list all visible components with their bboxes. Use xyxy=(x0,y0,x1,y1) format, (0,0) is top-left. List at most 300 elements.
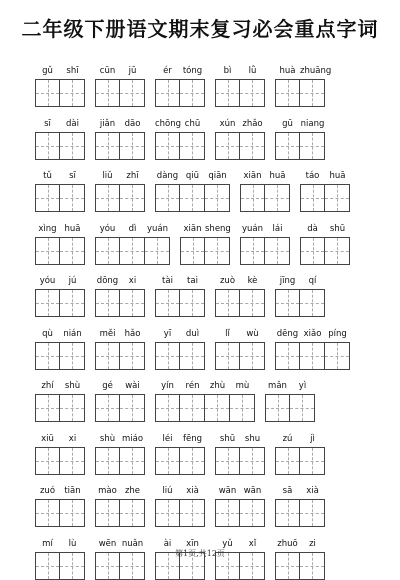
pinyin-syllable: mù xyxy=(235,381,250,391)
tianzige-box[interactable] xyxy=(240,79,265,107)
writing-boxes xyxy=(95,394,145,422)
pinyin-syllable: wài xyxy=(125,381,140,391)
word-item xyxy=(155,430,205,475)
tianzige-box[interactable] xyxy=(180,289,205,317)
word-item xyxy=(215,62,265,107)
writing-boxes xyxy=(95,237,170,265)
tianzige-box[interactable] xyxy=(60,79,85,107)
pinyin-syllable: shī xyxy=(66,66,79,76)
word-item xyxy=(155,115,205,160)
pinyin-line xyxy=(275,272,325,286)
tianzige-box[interactable] xyxy=(240,342,265,370)
pinyin-line xyxy=(35,377,85,391)
pinyin-syllable: xiū xyxy=(41,433,54,444)
pinyin-syllable: zi xyxy=(309,538,316,549)
pinyin-line xyxy=(95,62,145,76)
pinyin-syllable: xiǎo xyxy=(303,328,322,339)
pinyin-syllable: qiū xyxy=(185,171,200,181)
pinyin-syllable: sī xyxy=(69,171,76,181)
writing-boxes xyxy=(240,237,290,265)
pinyin-line xyxy=(265,377,315,391)
pinyin-syllable: zhī xyxy=(126,171,139,181)
writing-boxes xyxy=(300,184,350,212)
pinyin-line xyxy=(275,62,332,76)
pinyin-line xyxy=(300,167,350,181)
tianzige-box[interactable] xyxy=(180,237,205,265)
tianzige-box[interactable] xyxy=(155,342,180,370)
pinyin-syllable: liú xyxy=(162,486,173,496)
tianzige-box[interactable] xyxy=(120,499,145,527)
pinyin-syllable: mí xyxy=(42,538,53,549)
pinyin-syllable: wù xyxy=(246,328,259,339)
pinyin-syllable: yóu xyxy=(39,276,56,286)
tianzige-box[interactable] xyxy=(215,447,240,475)
tianzige-box[interactable] xyxy=(275,132,300,160)
writing-boxes xyxy=(95,132,145,160)
word-item xyxy=(155,482,205,527)
tianzige-box[interactable] xyxy=(95,394,120,422)
tianzige-box[interactable] xyxy=(120,447,145,475)
word-item xyxy=(215,430,265,475)
writing-boxes xyxy=(275,447,325,475)
tianzige-box[interactable] xyxy=(120,132,145,160)
tianzige-box[interactable] xyxy=(230,394,255,422)
tianzige-box[interactable] xyxy=(95,342,120,370)
pinyin-syllable: nuǎn xyxy=(121,538,144,549)
tianzige-box[interactable] xyxy=(95,184,120,212)
pinyin-syllable: zhuāng xyxy=(300,66,332,76)
pinyin-line xyxy=(95,325,145,339)
word-item xyxy=(215,482,265,527)
pinyin-syllable: shù xyxy=(64,381,81,391)
pinyin-line xyxy=(240,167,290,181)
pinyin-line xyxy=(275,325,350,339)
pinyin-syllable: niang xyxy=(300,118,325,129)
pinyin-line xyxy=(35,535,85,549)
pinyin-line xyxy=(215,115,265,129)
pinyin-syllable: cūn xyxy=(99,66,116,76)
tianzige-box[interactable] xyxy=(215,499,240,527)
tianzige-box[interactable] xyxy=(215,79,240,107)
writing-boxes xyxy=(35,447,85,475)
pinyin-line xyxy=(95,377,145,391)
writing-boxes xyxy=(155,447,205,475)
tianzige-box[interactable] xyxy=(240,237,265,265)
tianzige-box[interactable] xyxy=(265,184,290,212)
tianzige-box[interactable] xyxy=(265,237,290,265)
word-item xyxy=(95,325,145,370)
word-item xyxy=(95,272,145,317)
pinyin-line xyxy=(275,115,325,129)
word-item xyxy=(155,62,205,107)
pinyin-syllable: tai xyxy=(187,276,198,286)
pinyin-syllable: jīng xyxy=(279,276,296,286)
pinyin-line xyxy=(35,430,85,444)
pinyin-syllable: dài xyxy=(66,118,79,129)
word-item xyxy=(275,62,332,107)
writing-boxes xyxy=(215,79,265,107)
pinyin-syllable: gé xyxy=(102,381,113,391)
tianzige-box[interactable] xyxy=(300,184,325,212)
pinyin-line xyxy=(95,535,145,549)
word-item xyxy=(275,272,325,317)
tianzige-box[interactable] xyxy=(95,289,120,317)
tianzige-box[interactable] xyxy=(35,132,60,160)
pinyin-syllable: zuò xyxy=(219,276,236,286)
word-item xyxy=(275,482,325,527)
pinyin-syllable: qiān xyxy=(208,171,227,181)
pinyin-syllable: dēng xyxy=(276,328,299,339)
pinyin-syllable: mào xyxy=(98,486,117,496)
pinyin-line xyxy=(155,535,205,549)
tianzige-box[interactable] xyxy=(155,394,180,422)
pinyin-syllable: xìng xyxy=(38,223,57,234)
pinyin-line xyxy=(35,115,85,129)
pinyin-syllable: yǔ xyxy=(222,538,233,549)
tianzige-box[interactable] xyxy=(180,132,205,160)
pinyin-syllable: yuán xyxy=(241,223,263,234)
tianzige-box[interactable] xyxy=(180,394,205,422)
pinyin-syllable: xi xyxy=(128,276,137,286)
tianzige-box[interactable] xyxy=(215,289,240,317)
tianzige-box[interactable] xyxy=(205,237,230,265)
pinyin-syllable: huà xyxy=(279,66,296,76)
writing-boxes xyxy=(300,237,350,265)
tianzige-box[interactable] xyxy=(60,132,85,160)
tianzige-box[interactable] xyxy=(180,499,205,527)
pinyin-syllable: kè xyxy=(247,276,258,286)
tianzige-box[interactable] xyxy=(325,184,350,212)
tianzige-box[interactable] xyxy=(155,447,180,475)
writing-boxes xyxy=(155,184,230,212)
pinyin-syllable: xún xyxy=(219,118,236,129)
word-item xyxy=(240,167,290,212)
pinyin-syllable: chū xyxy=(184,118,201,129)
tianzige-box[interactable] xyxy=(95,237,120,265)
pinyin-syllable: dāo xyxy=(124,118,141,129)
writing-boxes xyxy=(275,132,325,160)
writing-boxes xyxy=(35,237,85,265)
pinyin-syllable: dàng xyxy=(156,171,179,181)
writing-boxes xyxy=(95,499,145,527)
pinyin-syllable: tóng xyxy=(182,66,203,76)
tianzige-box[interactable] xyxy=(275,289,300,317)
pinyin-syllable: nián xyxy=(63,328,82,339)
tianzige-box[interactable] xyxy=(275,79,300,107)
word-item xyxy=(35,430,85,475)
tianzige-box[interactable] xyxy=(155,79,180,107)
pinyin-syllable: lǐ xyxy=(225,328,230,339)
tianzige-box[interactable] xyxy=(60,342,85,370)
writing-boxes xyxy=(155,499,205,527)
pinyin-line xyxy=(155,482,205,496)
word-item xyxy=(35,325,85,370)
pinyin-line xyxy=(215,535,265,549)
tianzige-box[interactable] xyxy=(95,132,120,160)
tianzige-box[interactable] xyxy=(120,289,145,317)
pinyin-syllable: wān xyxy=(218,486,237,496)
writing-boxes xyxy=(35,394,85,422)
pinyin-syllable: qù xyxy=(42,328,53,339)
pinyin-line xyxy=(155,62,205,76)
tianzige-box[interactable] xyxy=(205,184,230,212)
pinyin-syllable: měi xyxy=(99,328,116,339)
tianzige-box[interactable] xyxy=(215,132,240,160)
tianzige-box[interactable] xyxy=(240,447,265,475)
pinyin-syllable: hǎo xyxy=(124,328,141,339)
writing-boxes xyxy=(265,394,315,422)
pinyin-line xyxy=(275,482,325,496)
pinyin-syllable: yuán xyxy=(146,223,168,234)
pinyin-syllable: sā xyxy=(282,486,293,496)
word-item xyxy=(35,482,85,527)
writing-boxes xyxy=(95,289,145,317)
tianzige-box[interactable] xyxy=(35,289,60,317)
tianzige-box[interactable] xyxy=(300,289,325,317)
pinyin-syllable: lái xyxy=(272,223,283,234)
pinyin-syllable: tǔ xyxy=(43,171,52,181)
pinyin-syllable: xīn xyxy=(186,538,199,549)
tianzige-box[interactable] xyxy=(120,184,145,212)
writing-boxes xyxy=(35,79,85,107)
tianzige-box[interactable] xyxy=(145,237,170,265)
tianzige-box[interactable] xyxy=(240,289,265,317)
pinyin-line xyxy=(215,325,265,339)
tianzige-box[interactable] xyxy=(95,447,120,475)
pinyin-line xyxy=(155,115,205,129)
pinyin-syllable: huā xyxy=(329,171,346,181)
tianzige-box[interactable] xyxy=(155,184,180,212)
writing-boxes xyxy=(95,342,145,370)
pinyin-syllable: yóu xyxy=(99,223,116,234)
pinyin-line xyxy=(215,272,265,286)
tianzige-box[interactable] xyxy=(60,289,85,317)
tianzige-box[interactable] xyxy=(155,499,180,527)
tianzige-box[interactable] xyxy=(60,394,85,422)
word-item xyxy=(155,272,205,317)
word-item xyxy=(95,167,145,212)
writing-boxes xyxy=(95,184,145,212)
pinyin-syllable: jì xyxy=(310,433,315,444)
pinyin-syllable: tiān xyxy=(64,486,81,496)
word-item xyxy=(95,482,145,527)
pinyin-syllable: zuó xyxy=(39,486,56,496)
pinyin-syllable: huā xyxy=(269,171,286,181)
tianzige-box[interactable] xyxy=(155,289,180,317)
tianzige-box[interactable] xyxy=(180,79,205,107)
word-item xyxy=(300,167,350,212)
word-item xyxy=(275,430,325,475)
pinyin-line xyxy=(35,220,85,234)
pinyin-syllable: sheng xyxy=(205,223,231,234)
tianzige-box[interactable] xyxy=(275,499,300,527)
tianzige-box[interactable] xyxy=(265,394,290,422)
tianzige-box[interactable] xyxy=(300,342,325,370)
writing-boxes xyxy=(35,289,85,317)
pinyin-syllable: zhuō xyxy=(277,538,298,549)
tianzige-box[interactable] xyxy=(95,79,120,107)
pinyin-syllable: mǎn xyxy=(268,381,287,391)
tianzige-box[interactable] xyxy=(35,342,60,370)
writing-boxes xyxy=(215,342,265,370)
writing-boxes xyxy=(35,132,85,160)
word-item xyxy=(95,430,145,475)
word-item xyxy=(95,62,145,107)
pinyin-syllable: miáo xyxy=(121,433,144,444)
pinyin-syllable: dōng xyxy=(96,276,119,286)
tianzige-box[interactable] xyxy=(205,394,230,422)
pinyin-syllable: lǜ xyxy=(248,66,257,76)
tianzige-box[interactable] xyxy=(60,499,85,527)
pinyin-line xyxy=(155,272,205,286)
pinyin-syllable: shū xyxy=(329,223,346,234)
tianzige-box[interactable] xyxy=(300,447,325,475)
pinyin-line xyxy=(35,325,85,339)
pinyin-line xyxy=(95,482,145,496)
tianzige-box[interactable] xyxy=(35,394,60,422)
tianzige-box[interactable] xyxy=(300,237,325,265)
writing-boxes xyxy=(155,289,205,317)
tianzige-box[interactable] xyxy=(240,499,265,527)
pinyin-syllable: ài xyxy=(163,538,172,549)
pinyin-line xyxy=(95,430,145,444)
tianzige-box[interactable] xyxy=(325,342,350,370)
pinyin-syllable: wēn xyxy=(98,538,117,549)
tianzige-box[interactable] xyxy=(120,237,145,265)
writing-boxes xyxy=(95,79,145,107)
tianzige-box[interactable] xyxy=(290,394,315,422)
tianzige-box[interactable] xyxy=(300,79,325,107)
word-item xyxy=(35,62,85,107)
pinyin-syllable: xià xyxy=(186,486,199,496)
pinyin-line xyxy=(155,377,255,391)
pinyin-line xyxy=(95,220,170,234)
pinyin-line xyxy=(240,220,290,234)
writing-boxes xyxy=(240,184,290,212)
pinyin-line xyxy=(155,167,230,181)
tianzige-box[interactable] xyxy=(300,132,325,160)
writing-boxes xyxy=(35,184,85,212)
writing-boxes xyxy=(35,342,85,370)
tianzige-box[interactable] xyxy=(240,184,265,212)
word-item xyxy=(35,115,85,160)
pinyin-syllable: yín xyxy=(161,381,174,391)
pinyin-syllable: liǔ xyxy=(102,171,113,181)
tianzige-box[interactable] xyxy=(120,79,145,107)
pinyin-line xyxy=(35,62,85,76)
tianzige-box[interactable] xyxy=(60,237,85,265)
pinyin-line xyxy=(215,62,265,76)
word-item xyxy=(300,220,350,265)
pinyin-syllable: xiān xyxy=(243,171,262,181)
pinyin-syllable: xià xyxy=(306,486,319,496)
tianzige-box[interactable] xyxy=(60,184,85,212)
tianzige-box[interactable] xyxy=(155,132,180,160)
pinyin-line xyxy=(95,167,145,181)
pinyin-syllable: dì xyxy=(128,223,137,234)
tianzige-box[interactable] xyxy=(35,447,60,475)
tianzige-box[interactable] xyxy=(275,447,300,475)
pinyin-syllable: zú xyxy=(282,433,293,444)
tianzige-box[interactable] xyxy=(35,237,60,265)
pinyin-syllable: yī xyxy=(163,328,172,339)
word-item xyxy=(215,115,265,160)
tianzige-box[interactable] xyxy=(120,394,145,422)
writing-boxes xyxy=(95,447,145,475)
pinyin-syllable: zhí xyxy=(41,381,54,391)
word-item xyxy=(35,167,85,212)
pinyin-line xyxy=(35,167,85,181)
writing-boxes xyxy=(275,342,350,370)
pinyin-syllable: zhǎo xyxy=(242,118,263,129)
word-item xyxy=(35,377,85,422)
pinyin-line xyxy=(300,220,350,234)
pinyin-syllable: zhe xyxy=(124,486,141,496)
writing-boxes xyxy=(215,447,265,475)
pinyin-syllable: gǔ xyxy=(42,66,53,76)
word-item xyxy=(215,325,265,370)
pinyin-line xyxy=(275,430,325,444)
writing-boxes xyxy=(275,499,325,527)
tianzige-box[interactable] xyxy=(300,499,325,527)
pinyin-syllable: léi xyxy=(162,433,173,444)
pinyin-line xyxy=(180,220,230,234)
word-item xyxy=(155,325,205,370)
pinyin-line xyxy=(95,272,145,286)
tianzige-box[interactable] xyxy=(180,447,205,475)
pinyin-syllable: ér xyxy=(163,66,172,76)
writing-boxes xyxy=(215,132,265,160)
writing-boxes xyxy=(155,394,255,422)
pinyin-syllable: shū xyxy=(219,433,236,444)
word-item xyxy=(155,377,255,422)
tianzige-box[interactable] xyxy=(275,342,300,370)
pinyin-syllable: jú xyxy=(68,276,77,286)
pinyin-line xyxy=(155,430,205,444)
word-item xyxy=(35,220,85,265)
pinyin-syllable: tài xyxy=(162,276,173,286)
pinyin-syllable: sī xyxy=(44,118,51,129)
writing-boxes xyxy=(155,342,205,370)
tianzige-box[interactable] xyxy=(215,342,240,370)
tianzige-box[interactable] xyxy=(35,184,60,212)
word-item xyxy=(95,377,145,422)
tianzige-box[interactable] xyxy=(95,499,120,527)
tianzige-box[interactable] xyxy=(35,499,60,527)
word-item xyxy=(35,272,85,317)
word-item xyxy=(180,220,230,265)
tianzige-box[interactable] xyxy=(180,184,205,212)
pinyin-syllable: jiǎn xyxy=(99,118,116,129)
pinyin-syllable: táo xyxy=(305,171,320,181)
writing-boxes xyxy=(215,499,265,527)
pinyin-syllable: fēng xyxy=(182,433,202,444)
tianzige-box[interactable] xyxy=(35,79,60,107)
word-item xyxy=(95,115,145,160)
tianzige-box[interactable] xyxy=(120,342,145,370)
pinyin-syllable: shu xyxy=(244,433,261,444)
tianzige-box[interactable] xyxy=(60,447,85,475)
writing-boxes xyxy=(180,237,230,265)
pinyin-syllable: duì xyxy=(185,328,200,339)
pinyin-syllable: bì xyxy=(223,66,232,76)
pinyin-syllable: rén xyxy=(185,381,200,391)
tianzige-box[interactable] xyxy=(325,237,350,265)
tianzige-box[interactable] xyxy=(180,342,205,370)
tianzige-box[interactable] xyxy=(240,132,265,160)
word-item xyxy=(215,272,265,317)
pinyin-syllable: dà xyxy=(307,223,318,234)
